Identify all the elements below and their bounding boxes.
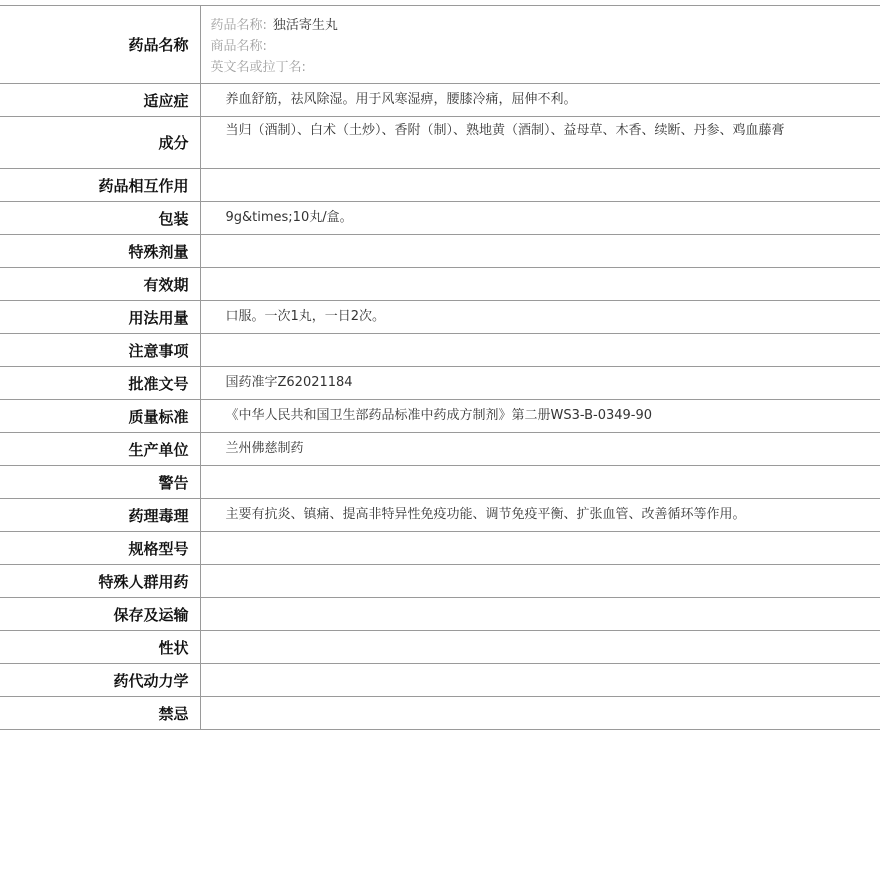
row-manufacturer bbox=[0, 433, 880, 466]
row-label: 警告 bbox=[0, 466, 200, 499]
row-label: 注意事项 bbox=[0, 334, 200, 367]
trade-name-line bbox=[211, 36, 801, 57]
drug-names-cell bbox=[200, 6, 880, 84]
row-label: 包装 bbox=[0, 202, 200, 235]
row-label: 批准文号 bbox=[0, 367, 200, 400]
english-name-label: 英文名或拉丁名: bbox=[210, 60, 306, 75]
drug-name-value: 独活寄生丸 bbox=[272, 18, 338, 33]
row-properties bbox=[0, 631, 880, 664]
row-special-populations bbox=[0, 565, 880, 598]
row-precautions bbox=[0, 334, 880, 367]
row-drug-name bbox=[0, 6, 880, 84]
row-value bbox=[200, 466, 880, 499]
trade-name-label: 商品名称: bbox=[210, 39, 267, 54]
row-label: 特殊人群用药 bbox=[0, 565, 200, 598]
row-label: 药品名称 bbox=[0, 6, 200, 84]
drug-name-label: 药品名称: bbox=[210, 18, 267, 33]
row-packaging bbox=[0, 202, 880, 235]
row-value: 口服。一次1丸，一日2次。 bbox=[200, 301, 880, 334]
row-label: 生产单位 bbox=[0, 433, 200, 466]
row-contraindications bbox=[0, 697, 880, 730]
row-value bbox=[200, 268, 880, 301]
row-value bbox=[200, 697, 880, 730]
row-value bbox=[200, 631, 880, 664]
row-value bbox=[200, 169, 880, 202]
row-label: 有效期 bbox=[0, 268, 200, 301]
row-value bbox=[200, 664, 880, 697]
row-pharmacology bbox=[0, 499, 880, 532]
row-label: 药品相互作用 bbox=[0, 169, 200, 202]
row-quality-standard bbox=[0, 400, 880, 433]
row-value bbox=[200, 532, 880, 565]
row-shelf-life bbox=[0, 268, 880, 301]
row-label: 药代动力学 bbox=[0, 664, 200, 697]
row-value: 兰州佛慈制药 bbox=[200, 433, 880, 466]
drug-info-table bbox=[0, 5, 880, 730]
row-value: 当归（酒制）、白术（土炒）、香附（制）、熟地黄（酒制）、益母草、木香、续断、丹参、鸡血藤膏 bbox=[200, 117, 880, 169]
row-label: 规格型号 bbox=[0, 532, 200, 565]
row-usage-dosage bbox=[0, 301, 880, 334]
row-pharmacokinetics bbox=[0, 664, 880, 697]
row-value bbox=[200, 235, 880, 268]
row-value: 养血舒筋，祛风除湿。用于风寒湿痹，腰膝冷痛，屈伸不利。 bbox=[200, 84, 880, 117]
row-value: 9g&times;10丸/盒。 bbox=[200, 202, 880, 235]
row-label: 禁忌 bbox=[0, 697, 200, 730]
row-label: 药理毒理 bbox=[0, 499, 200, 532]
row-value bbox=[200, 334, 880, 367]
row-specification bbox=[0, 532, 880, 565]
row-ingredients bbox=[0, 117, 880, 169]
row-value: 国药准字Z62021184 bbox=[200, 367, 880, 400]
row-indications bbox=[0, 84, 880, 117]
row-label: 特殊剂量 bbox=[0, 235, 200, 268]
row-special-dosage bbox=[0, 235, 880, 268]
row-approval-number bbox=[0, 367, 880, 400]
row-label: 质量标准 bbox=[0, 400, 200, 433]
row-label: 性状 bbox=[0, 631, 200, 664]
row-value: 主要有抗炎、镇痛、提高非特异性免疫功能、调节免疫平衡、扩张血管、改善循环等作用。 bbox=[200, 499, 880, 532]
row-value bbox=[200, 598, 880, 631]
row-value: 《中华人民共和国卫生部药品标准中药成方制剂》第二册WS3-B-0349-90 bbox=[200, 400, 880, 433]
english-name-line bbox=[211, 57, 801, 78]
drug-name-line bbox=[211, 15, 801, 36]
row-value bbox=[200, 565, 880, 598]
row-interactions bbox=[0, 169, 880, 202]
row-label: 成分 bbox=[0, 117, 200, 169]
row-label: 用法用量 bbox=[0, 301, 200, 334]
row-warning bbox=[0, 466, 880, 499]
row-label: 适应症 bbox=[0, 84, 200, 117]
row-storage-transport bbox=[0, 598, 880, 631]
row-label: 保存及运输 bbox=[0, 598, 200, 631]
